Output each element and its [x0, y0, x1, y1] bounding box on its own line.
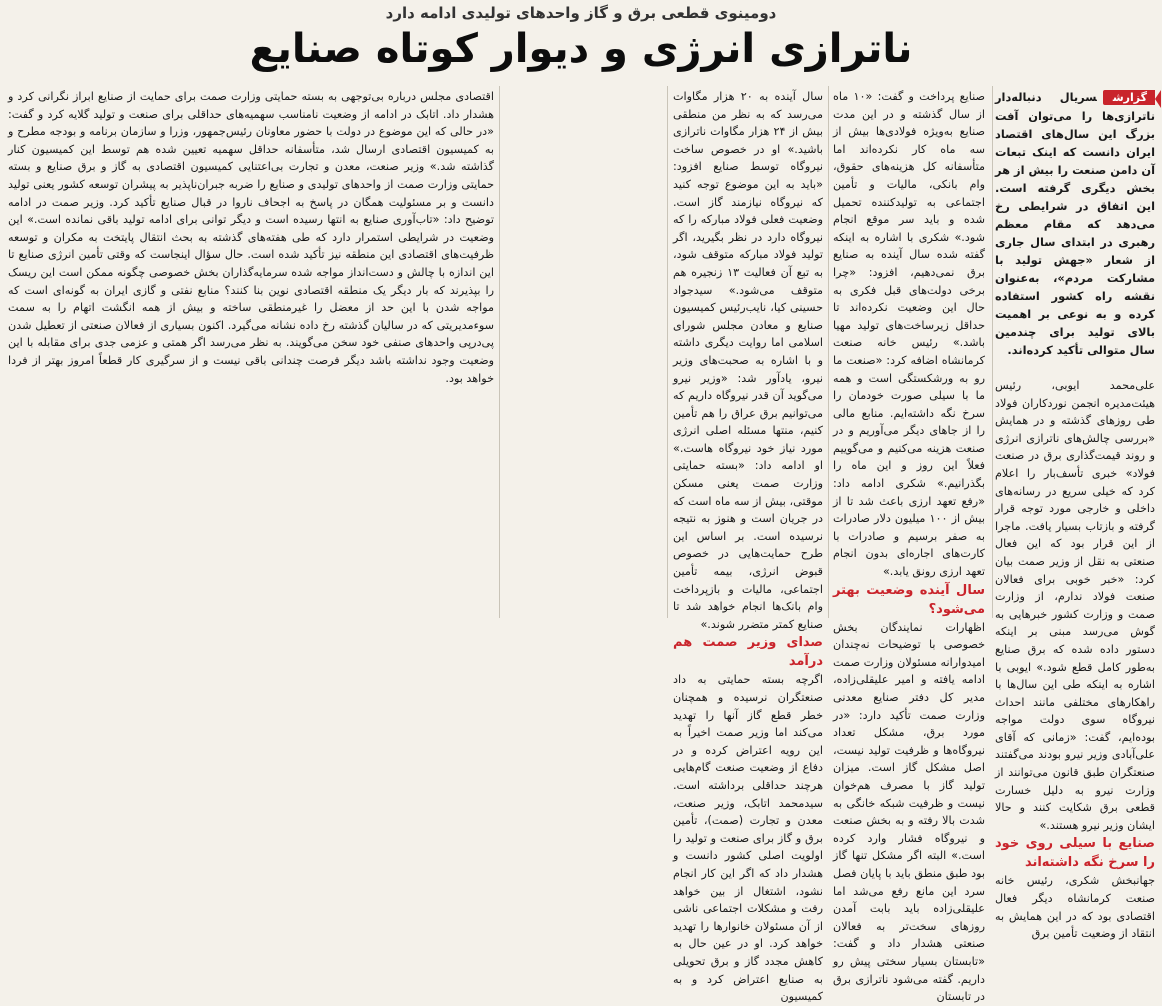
- column-divider: [828, 86, 829, 618]
- subheading: سال آینده وضعیت بهتر می‌شود؟: [833, 582, 985, 617]
- body-paragraph: صنایع پرداخت و گفت: «۱۰ ماه از سال گذشته و در این مدت صنایع به‌ویژه فولادی‌ها بیش از سه ماه کار نکرده‌اند اما متأسفانه کل هزینه‌های حقوق، وام بانکی، مالیات و تأمین اجتماعی به تولیدکننده تحمیل شده و باید سر موقع انجام شود.» شکری با اشاره به اینکه گفته شده سال آینده به صنایع برق نمی‌دهیم، افزود: «چرا برخی دولت‌های قبل فکری به حال این وضعیت نکرده‌اند تا حداقل زیرساخت‌های تولید مهیا باشد.» رئیس خانه صنعت کرمانشاه اضافه کرد: «صنعت ما رو به ورشکستگی است و همه ما با سیلی صورت خودمان را سرخ نگه داشته‌ایم. منابع مالی را از جاهای دیگر می‌آوریم و در صنعت هزینه می‌کنیم و می‌گوییم فعلاً این روز و این ماه را بگذرانیم.» شکری ادامه داد: «رفع تعهد ارزی باعث شد تا از بیش از ۱۰۰ میلیون دلار صادرات به صفر برسیم و صادرات با کارت‌های اجاره‌ای بدون انجام تعهد ارزی رونق یابد.»: [833, 90, 985, 579]
- column-3: [673, 88, 824, 1004]
- body-paragraph: اظهارات نمایندگان بخش خصوصی با توضیحات نه‌چندان امیدوارانه مسئولان وزارت صمت ادامه یافته و امیر علیقلی‌زاده، مدیر کل دفتر صنایع معدنی وزارت صمت تأکید دارد: «در مورد برق، مشکل تعداد نیروگاه‌ها و ظرفیت تولید نیست، اصل مشکل گاز است. میزان تولید گاز با مصرف هم‌خوان نیست و ظرفیت شبکه خانگی به شدت بالا رفته و به بخش صنعت و نیروگاه فشار وارد کرده است.» البته اگر مشکل تنها گاز بود طبق منطق باید با پایان فصل سرد این مانع رفع می‌شد اما علیقلی‌زاده باید بابت آمدن روزهای سخت‌تر به فعالان صنعتی هشدار داد و گفت: «تابستان بسیار سختی پیش رو داریم. گفته می‌شود ناترازی برق در تابستان: [833, 620, 985, 1004]
- body-paragraph: جهانبخش شکری، رئیس خانه صنعت کرمانشاه دیگر فعال اقتصادی بود که در این همایش به انتقاد از وضعیت تأمین برق: [995, 874, 1155, 941]
- column-1: [995, 88, 1155, 941]
- column-2: [833, 88, 985, 1004]
- kicker: دومینوی قطعی برق و گاز واحدهای تولیدی ادامه دارد: [385, 4, 777, 22]
- body-paragraph: اگرچه بسته حمایتی به داد صنعتگران نرسیده و همچنان خطر قطع گاز آنها را تهدید می‌کند اما وزیر صمت اخیراً به این رویه اعتراض کرده و در دفاع از وضعیت صنعت گام‌هایی هرچند حداقلی برداشته است. سیدمحمد اتابک، وزیر صنعت، معدن و تجارت (صمت)، تأمین برق و گاز برای صنعت و تولید را اولویت اصلی کشور دانست و هشدار داد که اگر این کار انجام نشود، اشتغال از بین خواهد رفت و مشکلات اجتماعی ناشی از آن مسئولان خانوارها را تهدید خواهد کرد. او در عین حال به کاهش مجدد گاز و برق تحویلی به صنایع اعتراض کرد و به کمیسیون: [673, 673, 823, 1004]
- lead-text: سریال دنباله‌دار ناترازی‌ها را می‌توان آفت بزرگ این سال‌های اقتصاد ایران دانست که اینک تبعات آن دامن صنعت را بیش از هر بخش دیگری گرفته است. این اتفاق در شرایطی رخ می‌دهد که مقام معظم رهبری در ابتدای سال جاری از شعار «جهش تولید با مشارکت مردم»، به‌عنوان نقشه راه کشور استفاده کرده و به نوعی بر اهمیت بالای تولید برای چندمین سال متوالی تأکید کرده‌اند.: [995, 90, 1155, 357]
- body-paragraph: اقتصادی مجلس درباره بی‌توجهی به بسته حمایتی وزارت صمت برای حمایت از صنایع ابراز نگرانی کرد و هشدار داد. اتابک در ادامه از وضعیت نامناسب سهمیه‌های حداقلی برای صنعت و تولید گلایه کرد و گفت: «در حالی که این موضوع در دولت با حضور معاونان رئیس‌جمهور، وزرا و سازمان برنامه و بودجه مطرح و به کمیسیون اقتصادی ارسال شد، متأسفانه حداقل سهمیه تعیین شده هم توسط این کمیسیون کنار گذاشته شد.» وزیر صنعت، معدن و تجارت بی‌اعتنایی کمیسیون اقتصادی به گاز و برق صنایع و بسته حمایتی وزارت صمت از واحدهای تولیدی و صنایع را ضربه جبران‌ناپذیر به پیشران توسعه کشور یعنی تولید دانست و بر مسئولیت همگان در پاسخ به اجحاف ناروا در قبال صنایع تأکید کرد. وزیر صمت در ادامه توضیح داد: «تاب‌آوری صنایع به انتها رسیده است و دیگر توانی برای ادامه تولید باقی نمانده است.» این وضعیت در شرایطی استمرار دارد که طی هفته‌های گذشته به بحث انتقال پایتخت به مکران و توسعه ظرفیت‌های اقتصادی این منطقه نیز تأکید شده است. حال سؤال اینجاست که وقتی تأمین انرژی صنایع تا این اندازه با چالش و دست‌انداز مواجه شده سرمایه‌گذاران بخش خصوصی چگونه ممکن است این ریسک را بپذیرند که بار دیگر یک منطقه اقتصادی نوین بنا کنند؟ منابع نفتی و گازی ایران به گونه‌ای است که مواجه شدن با این حد از معضل را غیرمنطقی ساخته و بیش از همه انگشت اتهام را به سمت سوءمدیریتی که در سالیان گذشته رخ داده نشانه می‌گیرد. اکنون بسیاری از فعالان صنعتی از تعطیل شدن پی‌درپی واحدهای صنفی خود سخن می‌گویند. به نظر می‌رسد اگر همتی و عزمی جدی برای مقابله با این وضعیت وجود نداشته باشد دیگر فرصت چندانی باقی نیست و از سرگیری کار قطعاً امروز بهتر از فردا خواهد بود.: [8, 90, 494, 385]
- subheading: صدای وزیر صمت هم درآمد: [673, 635, 823, 670]
- body-paragraph: سال آینده به ۲۰ هزار مگاوات می‌رسد که به نظر من منطقی بیش از ۲۴ هزار مگاوات ناترازی باشید.» او در خصوص ساخت نیروگاه توسط صنایع افزود: «باید به این موضوع توجه کنید که نیروگاه نیازمند گاز است. وضعیت فعلی فولاد مبارکه را که نیروگاه دارد در نظر بگیرید، اگر تولید فولاد مبارکه متوقف شود، به تبع آن فعالیت ۱۳ زنجیره هم متوقف می‌شود.» سیدجواد حسینی کیا، نایب‌رئیس کمیسیون صنایع و معادن مجلس شورای اسلامی اما روایت دیگری داشته و با اشاره به صحبت‌های وزیر نیرو، یادآور شد: «وزیر نیرو می‌گوید آن قدر نیروگاه داریم که می‌توانیم برق عراق را هم تأمین کنیم، منتها مسئله اصلی انرژی مورد نیاز خود نیروگاه هاست.» او ادامه داد: «بسته حمایتی وزارت صمت یعنی مسکن موقتی، بیش از سه ماه است که در جریان است و هنوز به نتیجه نرسیده است. بر اساس این طرح حمایت‌هایی در خصوص قبوض انرژی، بیمه تأمین اجتماعی، مالیات و بازپرداخت وام بانک‌ها انجام خواهد شد تا صنایع کمتر متضرر شوند.»: [673, 90, 824, 631]
- body-paragraph: علی‌محمد ایوبی، رئیس هیئت‌مدیره انجمن نوردکاران فولاد طی روزهای گذشته و در همایش «بررسی چالش‌های ناترازی انرژی و روند قیمت‌گذاری برق در صنعت فولاد» خبری تأسف‌بار را اعلام کرد که خیلی سریع در رسانه‌های داخلی و خارجی مورد توجه قرار گرفته و بازتاب بسیار یافت. ماجرا از این قرار بود که این فعال صنعتی به نقل از وزیر صمت بیان کرد: «خبر خوبی برای فعالان صنعت فولاد ندارم، از وزارت صمت و وزارت کشور خبرهایی به گوش می‌رسد مبنی بر اینکه دستور داده شده که برق صنایع به‌طور کامل قطع شود.» ایوبی با اشاره به اینکه طی این سال‌ها با راهکارهای مختلفی مانند احداث نیروگاه سوی دولت مواجه بوده‌ایم، گفت: «زمانی که آقای علی‌آبادی وزیر نیرو بودند می‌گفتند صنعتگران طبق قانون می‌توانند از وزارت نیرو به دلیل خسارت قطعی برق شکایت کنند و حالا ایشان وزیر نیرو هستند.»: [995, 379, 1155, 832]
- report-badge: گزارش: [1103, 90, 1155, 105]
- column-divider: [499, 86, 500, 618]
- lead-paragraph: [995, 88, 1155, 359]
- column-divider: [992, 86, 993, 618]
- column-divider: [667, 86, 668, 618]
- headline: ناترازی انرژی و دیوار کوتاه صنایع: [249, 26, 913, 72]
- subheading: صنایع با سیلی روی خود را سرخ نگه داشته‌اند: [995, 836, 1155, 871]
- column-4: [8, 88, 494, 618]
